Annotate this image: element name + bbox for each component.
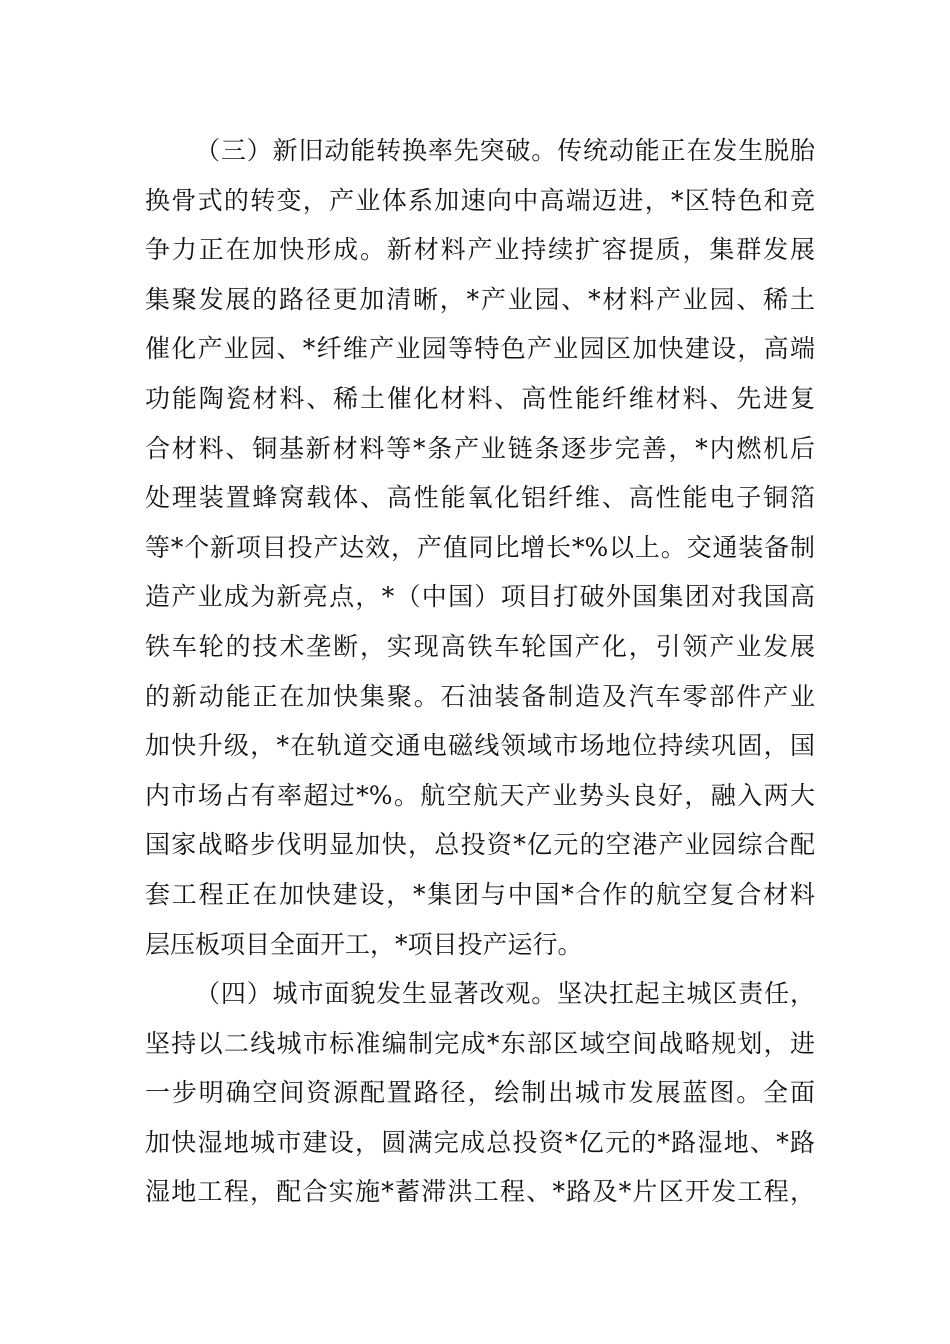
paragraph-line: 一步明确空间资源配置路径，绘制出城市发展蓝图。全面 — [145, 1078, 815, 1108]
document-body — [145, 126, 815, 1217]
paragraph-line: 造产业成为新亮点，*（中国）项目打破外国集团对我国高 — [145, 582, 815, 612]
paragraph-line: 加快湿地城市建设，圆满完成总投资*亿元的*路湿地、*路 — [145, 1127, 815, 1157]
paragraph-line: 内市场占有率超过*%。航空航天产业势头良好，融入两大 — [145, 780, 815, 810]
paragraph-line: 合材料、铜基新材料等*条产业链条逐步完善，*内燃机后 — [145, 433, 815, 463]
paragraph-line: 换骨式的转变，产业体系加速向中高端迈进，*区特色和竞 — [145, 185, 815, 215]
paragraph-line: 等*个新项目投产达效，产值同比增长*%以上。交通装备制 — [145, 532, 815, 562]
paragraph-line: 湿地工程，配合实施*蓄滞洪工程、*路及*片区开发工程， — [145, 1177, 815, 1207]
paragraph-section-3 — [145, 126, 815, 969]
paragraph-line: 层压板项目全面开工，*项目投产运行。 — [145, 929, 583, 959]
paragraph-line: 加快升级，*在轨道交通电磁线领域市场地位持续巩固，国 — [145, 731, 815, 761]
paragraph-line: 套工程正在加快建设，*集团与中国*合作的航空复合材料 — [145, 879, 815, 909]
paragraph-line: 的新动能正在加快集聚。石油装备制造及汽车零部件产业 — [145, 681, 815, 711]
paragraph-line: 坚持以二线城市标准编制完成*东部区域空间战略规划，进 — [145, 1028, 815, 1058]
paragraph-line: 国家战略步伐明显加快，总投资*亿元的空港产业园综合配 — [145, 830, 815, 860]
paragraph-line: 集聚发展的路径更加清晰，*产业园、*材料产业园、稀土 — [145, 284, 815, 314]
paragraph-line: 争力正在加快形成。新材料产业持续扩容提质，集群发展 — [145, 235, 815, 265]
paragraph-line: 铁车轮的技术垄断，实现高铁车轮国产化，引领产业发展 — [145, 631, 815, 661]
paragraph-line: 处理装置蜂窝载体、高性能氧化铝纤维、高性能电子铜箔 — [145, 483, 815, 513]
paragraph-line: 催化产业园、*纤维产业园等特色产业园区加快建设，高端 — [145, 334, 815, 364]
paragraph-line: （三）新旧动能转换率先突破。传统动能正在发生脱胎 — [195, 136, 815, 165]
paragraph-line: （四）城市面貌发生显著改观。坚决扛起主城区责任， — [195, 979, 815, 1009]
paragraph-section-4 — [145, 969, 815, 1217]
paragraph-line: 功能陶瓷材料、稀土催化材料、高性能纤维材料、先进复 — [145, 383, 815, 413]
